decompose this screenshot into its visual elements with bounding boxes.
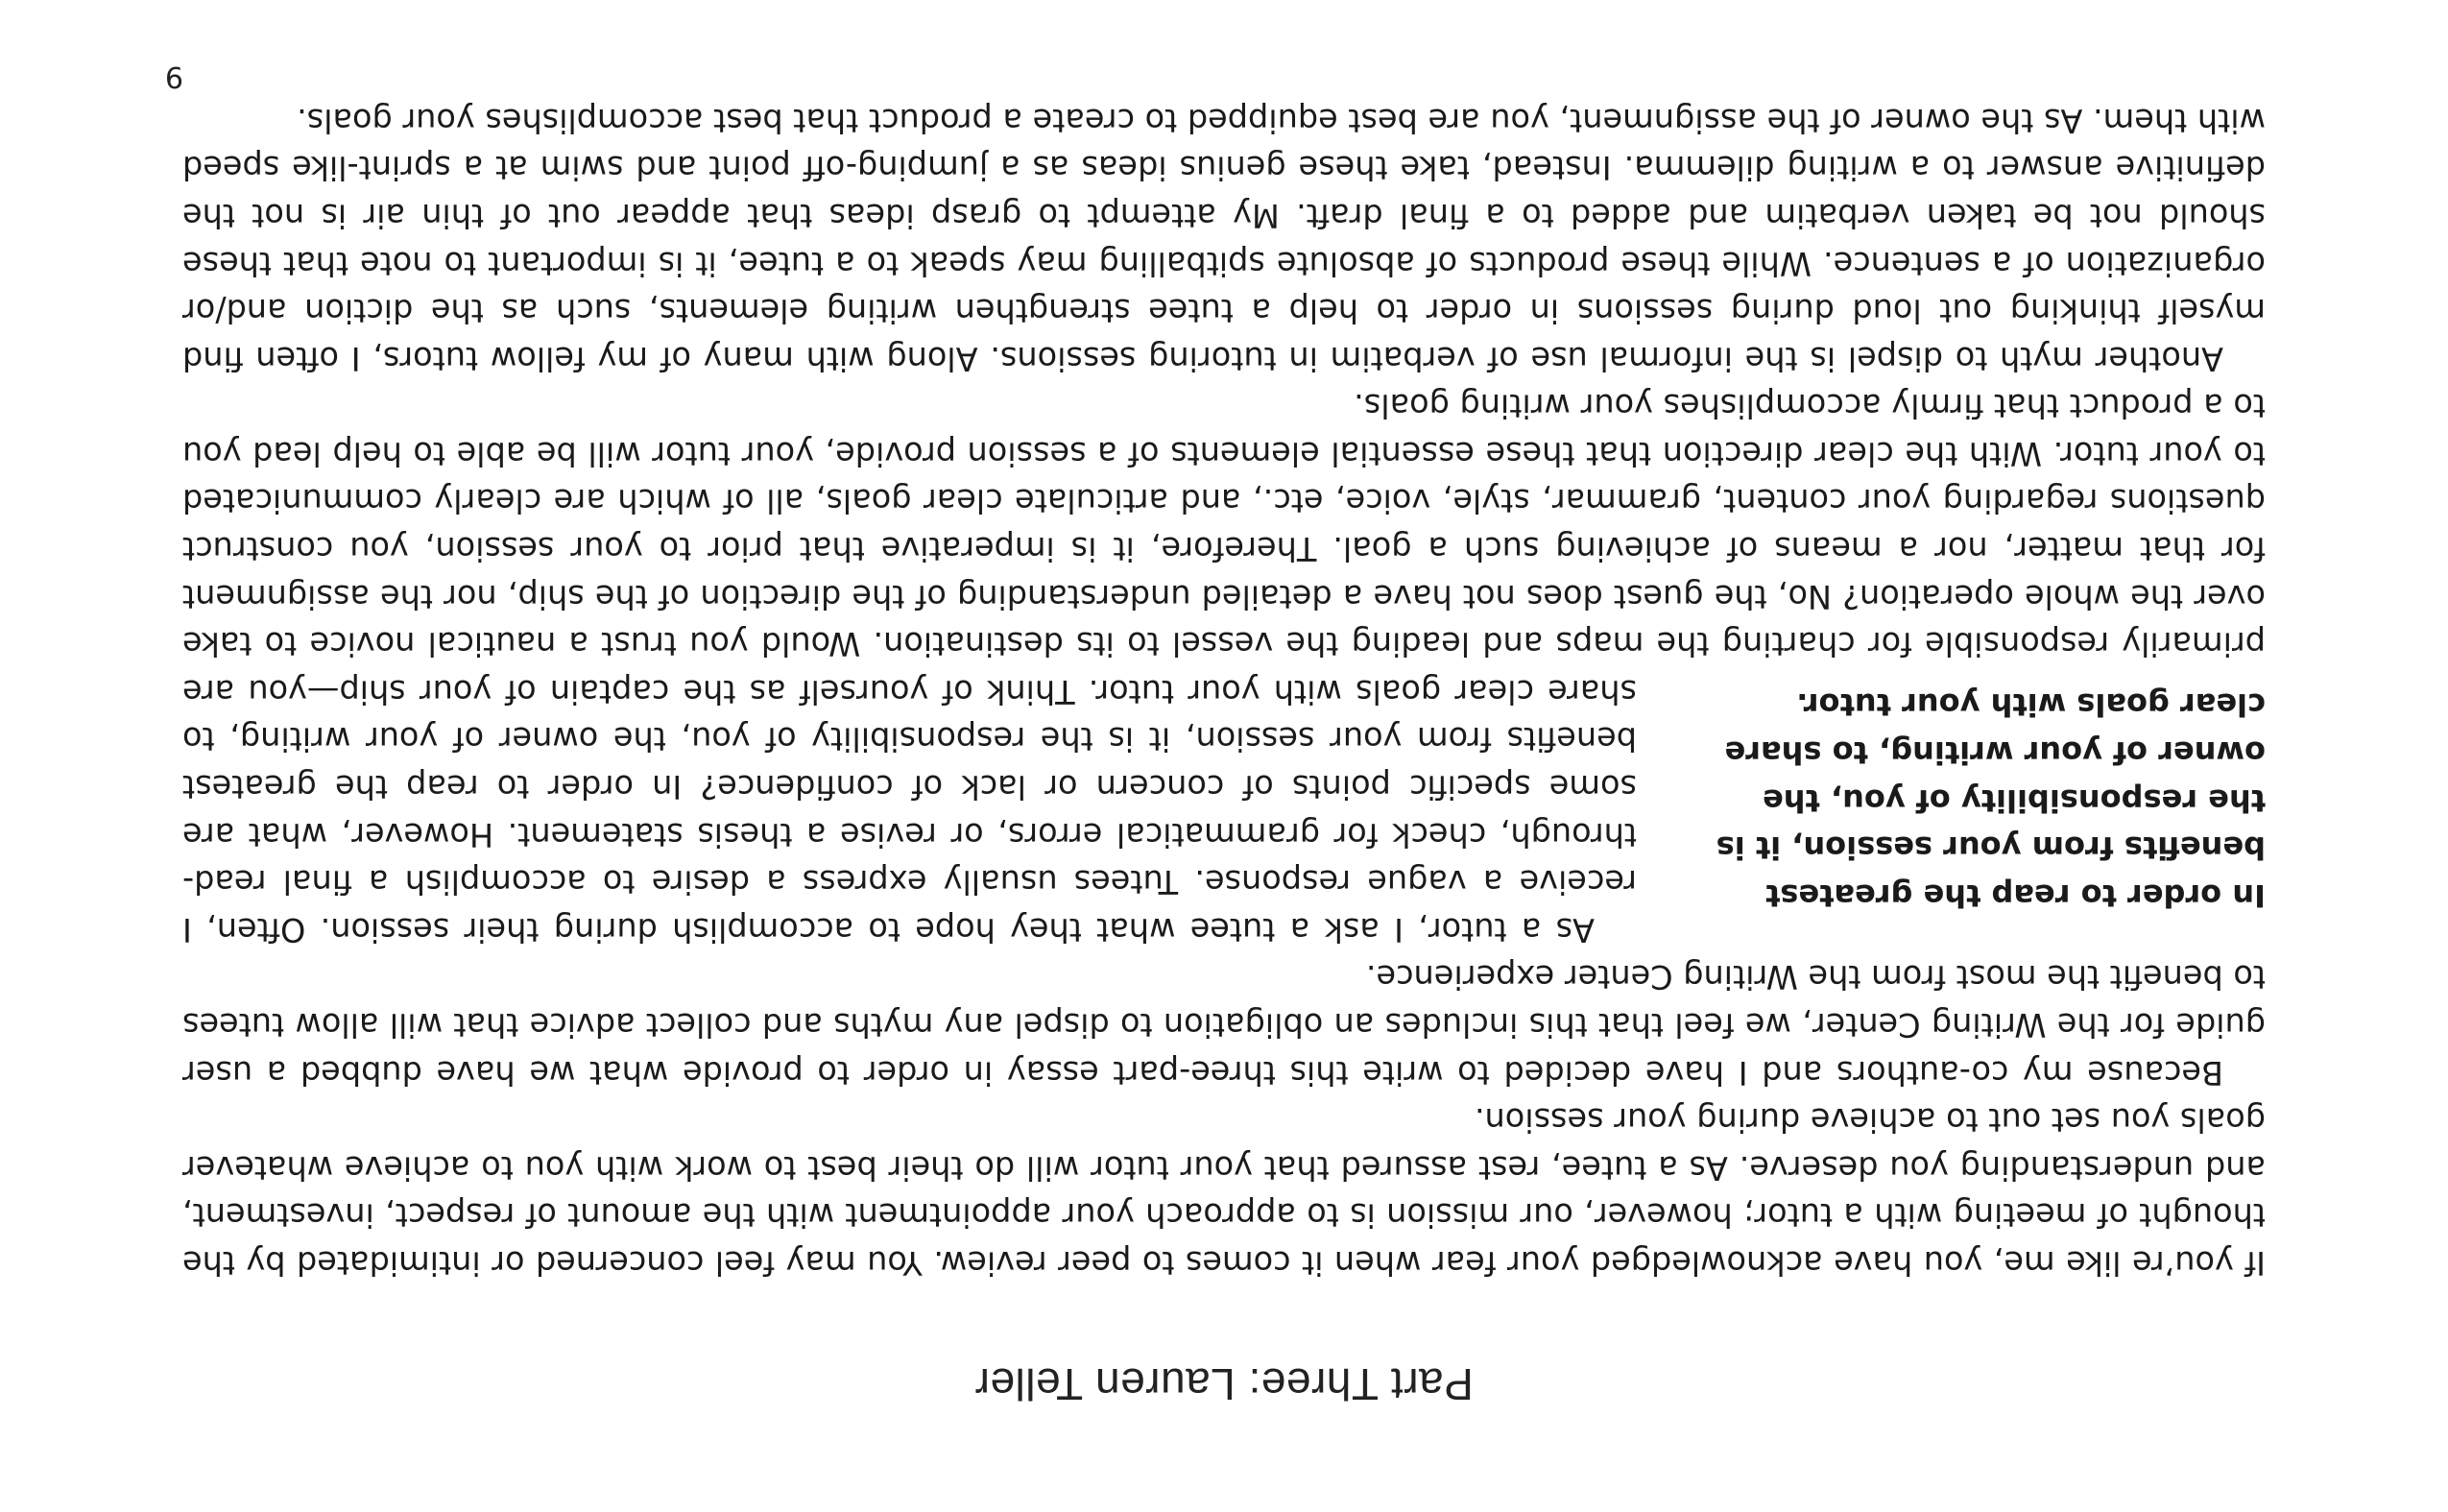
- page-title: Part Three: Lauren Teller: [974, 1359, 1474, 1409]
- essay-body: [182, 96, 2266, 1286]
- paragraph-2: Because my co-authors and I have decided to write this three-part essay in order to provide what we have dubbed a user guide for the Writing Center, we feel that this includes an obligation to dispel any myths and collect advice that will allow tutees to benefit the most from the Writing Center experience.: [182, 958, 2266, 1092]
- page-number: 9: [164, 60, 183, 93]
- pull-quote: In order to reap the greatest benefits from your session, it is the responsibility of you, the owner of your writing, to share clear goals with your tutor.: [1716, 686, 2266, 914]
- paragraph-4: Another myth to dispel is the informal use of verbatim in tutoring sessions. Along with many of my fellow tutors, I often find myself thinking out loud during sessions in order to help a tutee strengthen writing elements, such as the diction and/or organization of a sentence. While these products of absolute spitballing may speak to a tutee, it is important to note that these should not be taken verbatim and added to a final draft. My attempt to grasp ideas that appear out of thin air is not the definitive answer to a writing dilemma. Instead, take these genius ideas as a jumping-off point and swim at a sprint-like speed with them. As the owner of the assignment, you are best equipped to create a product that best accomplishes your goals.: [182, 101, 2266, 377]
- paragraph-3: As a tutor, I ask a tutee what they hope to accomplish during their session. Often, I receive a vague response. Tutees usually express a desire to accomplish a final read-through, check for grammatical errors, or revise a thesis statement. However, what are some specific points of concern or lack of confidence? In order to reap the greatest benefits from your session, it is the responsibility of you, the owner of your writing, to share clear goals with your tutor. Think of yourself as the captain of your ship—you are primarily responsible for charting the maps and leading the vessel to its destination. Would you trust a nautical novice to take over the whole operation? No, the guest does not have a detailed understanding of the direction of the ship, nor the assignment for that matter, nor a means of achieving such a goal. Therefore, it is imperative that prior to your session, you construct questions regarding your content, grammar, style, voice, etc., and articulate clear goals, all of which are clearly communicated to your tutor. With the clear direction that these essential elements of a session provide, your tutor will be able to help lead you to a product that firmly accomplishes your writing goals.: [182, 387, 2266, 948]
- paragraph-1: If you’re like me, you have acknowledged your fear when it comes to peer review. You may feel concerned or intimidated by the thought of meeting with a tutor; however, our mission is to approach your appointment with the amount of respect, investment, and understanding you deserve. As a tutee, rest assured that your tutor will do their best to work with you to achieve whatever goals you set out to achieve during your session.: [182, 1101, 2266, 1282]
